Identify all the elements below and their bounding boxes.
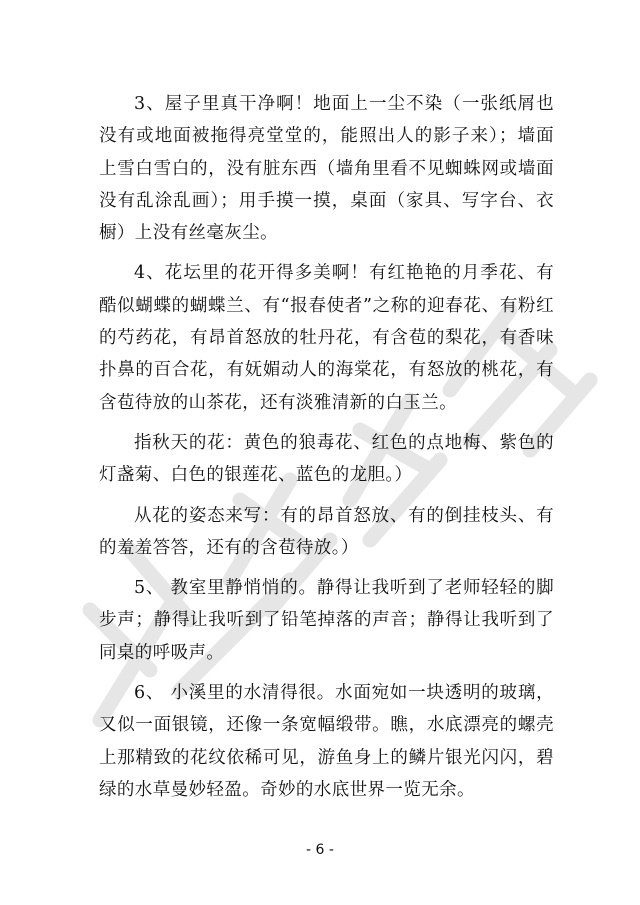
paragraph-flower-postures: 从花的姿态来写：有的昂首怒放、有的倒挂枝头、有的羞羞答答，还有的含苞待放。）: [99, 505, 554, 558]
paragraph-5-quiet-classroom: 5、 教室里静悄悄的。静得让我听到了老师轻轻的脚步声；静得让我听到了铅笔掉落的声音；静得让我听到了同桌的呼吸声。: [99, 578, 554, 663]
document-body: [99, 88, 554, 806]
paragraph-3-clean-room: 3、屋子里真干净啊！地面上一尘不染（一张纸屑也没有或地面被拖得亮堂堂的，能照出人的影子来）；墙面上雪白雪白的，没有脏东西（墙角里看不见蜘蛛网或墙面没有乱涂乱画）；用手摸一摸，桌面（家具、写字台、衣橱）上没有丝毫灰尘。: [99, 94, 554, 244]
paragraph-4-flower-bed: 4、花坛里的花开得多美啊！有红艳艳的月季花、有酷似蝴蝶的蝴蝶兰、有“报春使者”之称的迎春花、有粉红的芍药花，有昂首怒放的牡丹花，有含苞的梨花，有香味扑鼻的百合花，有妩媚动人的海棠花，有怒放的桃花，有含苞待放的山茶花，还有淡雅清新的白玉兰。: [99, 263, 554, 413]
paragraph-autumn-flowers: 指秋天的花：黄色的狼毒花、红色的点地梅、紫色的灯盏菊、白色的银莲花、蓝色的龙胆。）: [99, 432, 554, 486]
page-number: - 6 -: [306, 842, 334, 858]
paragraph-6-clear-stream: 6、 小溪里的水清得很。水面宛如一块透明的玻璃，又似一面银镜，还像一条宽幅缎带。瞧，水底漂亮的螺壳上那精致的花纹依稀可见，游鱼身上的鳞片银光闪闪，碧绿的水草曼妙轻盈。奇妙的水底世界一览无余。: [99, 683, 554, 800]
